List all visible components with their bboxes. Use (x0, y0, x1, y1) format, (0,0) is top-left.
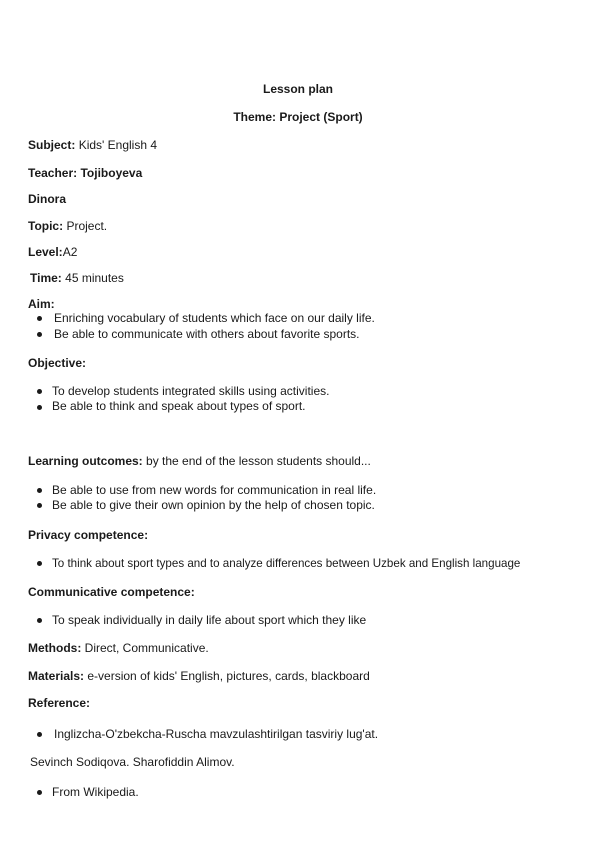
teacher-label: Teacher: (28, 166, 78, 180)
communicative-competence-label: Communicative competence: (28, 585, 195, 599)
level-value: A2 (62, 245, 78, 259)
objective-label: Objective: (28, 356, 87, 370)
teacher-line (28, 166, 142, 181)
bullet-icon (37, 316, 42, 321)
reference-item: Inglizcha-O'zbekcha-Ruscha mavzulashtirilgan tasviriy lug'at. (54, 727, 379, 741)
time-label: Time: (30, 271, 62, 285)
materials-label: Materials: (28, 669, 85, 683)
methods-line (28, 641, 209, 656)
aim-item: Be able to communicate with others about favorite sports. (54, 327, 360, 341)
bullet-icon (37, 405, 42, 410)
aim-item: Enriching vocabulary of students which face on our daily life. (54, 311, 375, 325)
bullet-icon (37, 332, 42, 337)
methods-label: Methods: (28, 641, 82, 655)
topic-line (28, 219, 107, 234)
time-value: 45 minutes (65, 271, 124, 285)
bullet-icon (37, 488, 42, 493)
bullet-icon (37, 561, 42, 566)
time-line (30, 271, 124, 286)
subject-value: Kids' English 4 (78, 138, 158, 152)
materials-value: e-version of kids' English, pictures, cards, blackboard (87, 669, 370, 683)
privacy-competence-item: To think about sport types and to analyze differences between Uzbek and English language (52, 557, 521, 570)
level-line (28, 245, 77, 260)
theme-label: Theme: (233, 110, 276, 124)
topic-label: Topic: (28, 219, 64, 233)
learning-outcome-item: Be able to give their own opinion by the help of chosen topic. (52, 498, 375, 512)
learning-outcomes-intro: by the end of the lesson students should... (146, 454, 371, 468)
teacher-value: Tojiboyeva (80, 166, 143, 180)
privacy-competence-label: Privacy competence: (28, 528, 149, 542)
materials-line (28, 669, 370, 684)
aim-label: Aim: (28, 297, 55, 311)
objective-item: To develop students integrated skills using activities. (52, 384, 330, 398)
topic-value: Project. (66, 219, 108, 233)
bullet-icon (37, 618, 42, 623)
level-label: Level: (28, 245, 63, 259)
learning-outcomes-line (28, 454, 371, 469)
bullet-icon (37, 790, 42, 795)
theme-value: Project (Sport) (279, 110, 363, 124)
bullet-icon (37, 389, 42, 394)
learning-outcome-item: Be able to use from new words for communication in real life. (52, 483, 377, 497)
page-title: Lesson plan (262, 82, 333, 96)
bullet-icon (37, 503, 42, 508)
learning-outcomes-label: Learning outcomes: (28, 454, 143, 468)
reference-item: From Wikipedia. (52, 785, 139, 799)
teacher-value-2: Dinora (28, 192, 67, 206)
subject-line (28, 138, 157, 153)
communicative-competence-item: To speak individually in daily life about sport which they like (52, 613, 367, 627)
objective-item: Be able to think and speak about types of sport. (52, 399, 306, 413)
methods-value: Direct, Communicative. (84, 641, 209, 655)
reference-label: Reference: (28, 696, 91, 710)
subject-label: Subject: (28, 138, 76, 152)
reference-authors: Sevinch Sodiqova. Sharofiddin Alimov. (30, 755, 235, 769)
theme-line (0, 110, 596, 125)
bullet-icon (37, 732, 42, 737)
